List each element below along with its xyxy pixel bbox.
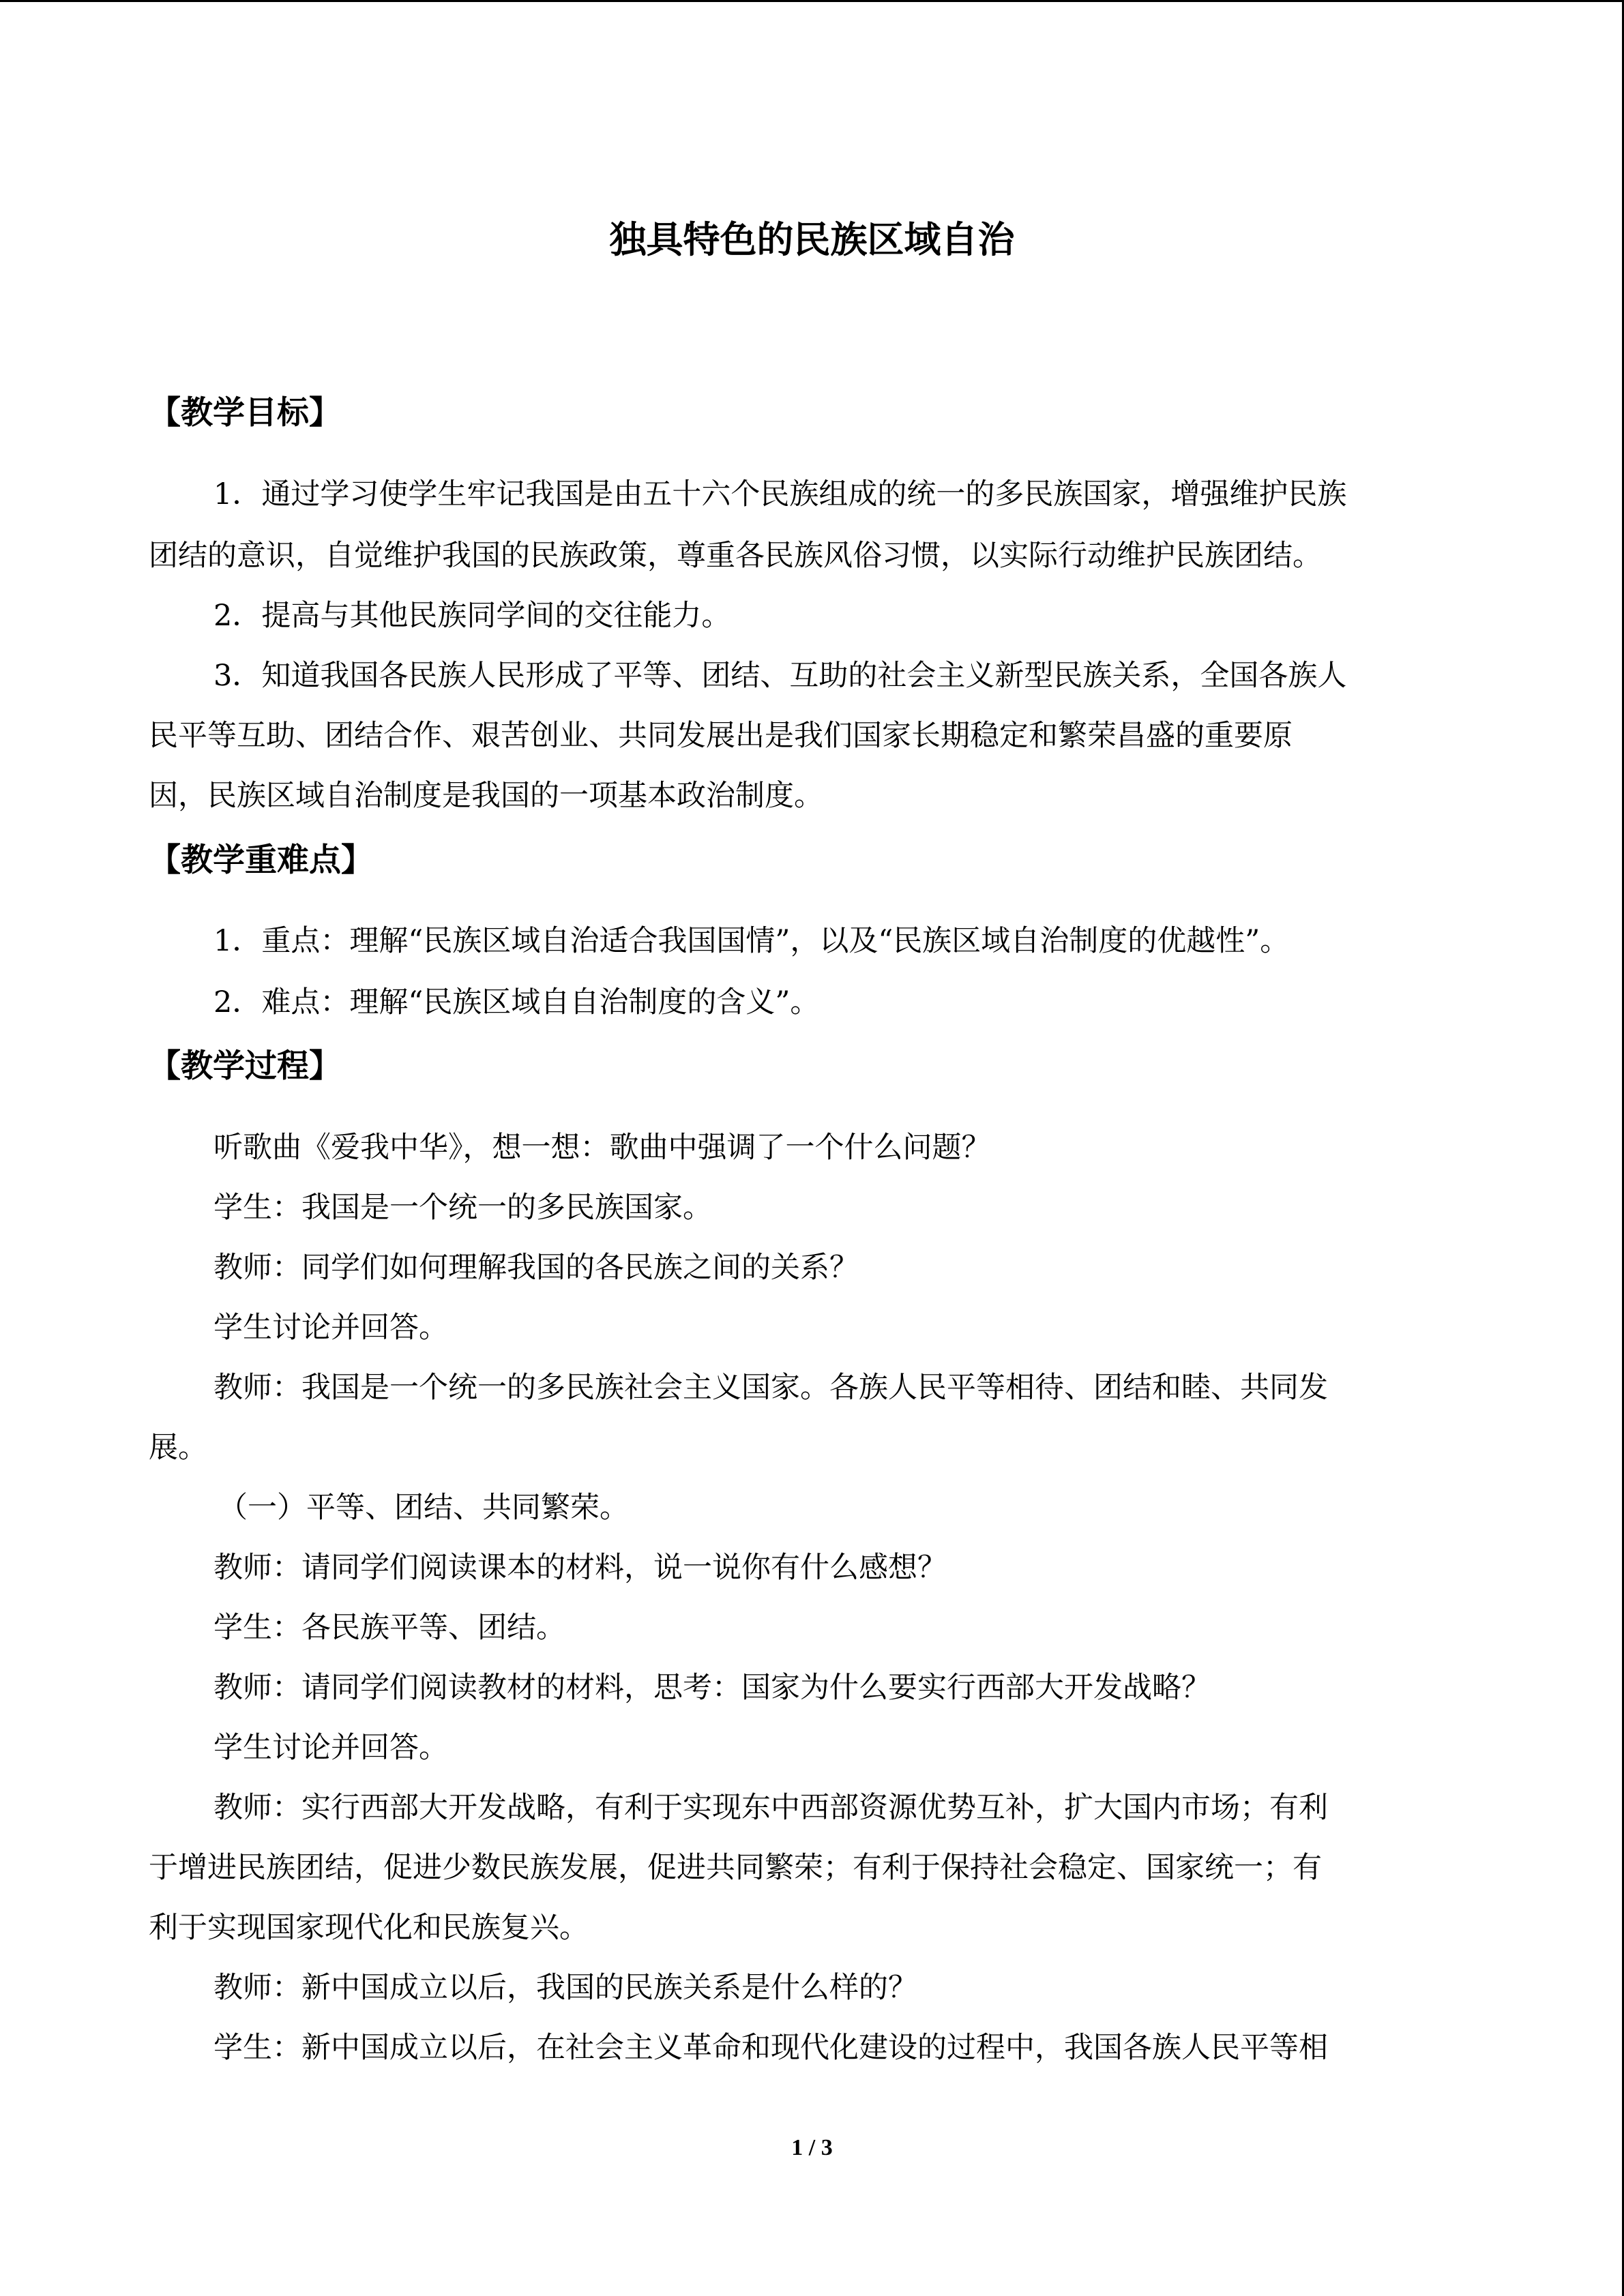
process-line: 教师：我国是一个统一的多民族社会主义国家。各族人民平等相待、团结和睦、共同发: [213, 1371, 1328, 1405]
process-subheading: （一）平等、团结、共同繁荣。: [218, 1491, 629, 1525]
page-number: 1 / 3: [791, 2135, 833, 2160]
process-line: 教师：请同学们阅读教材的材料，思考：国家为什么要实行西部大开发战略？: [213, 1671, 1211, 1705]
page-top-border: [0, 0, 1624, 2]
process-line: 利于实现国家现代化和民族复兴。: [149, 1911, 589, 1945]
heading-objectives: 【教学目标】: [149, 394, 341, 432]
process-line: 教师：实行西部大开发战略，有利于实现东中西部资源优势互补，扩大国内市场；有利: [213, 1791, 1328, 1825]
document-title: 独具特色的民族区域自治: [609, 218, 1015, 261]
process-line: 听歌曲《爱我中华》，想一想：歌曲中强调了一个什么问题？: [213, 1131, 991, 1165]
heading-process: 【教学过程】: [149, 1047, 341, 1085]
process-line: 学生：我国是一个统一的多民族国家。: [213, 1191, 712, 1225]
process-line: 教师：新中国成立以后，我国的民族关系是什么样的？: [213, 1971, 917, 2005]
heading-key-points: 【教学重难点】: [149, 841, 373, 879]
objectives-line: 1．通过学习使学生牢记我国是由五十六个民族组成的统一的多民族国家，增强维护民族: [213, 477, 1347, 511]
process-line: 学生：新中国成立以后，在社会主义革命和现代化建设的过程中，我国各族人民平等相: [213, 2031, 1328, 2065]
key-points-line: 1．重点：理解“民族区域自治适合我国国情”，以及“民族区域自治制度的优越性”。: [213, 924, 1290, 958]
process-line: 于增进民族团结，促进少数民族发展，促进共同繁荣；有利于保持社会稳定、国家统一；有: [149, 1851, 1322, 1885]
objectives-line: 因，民族区域自治制度是我国的一项基本政治制度。: [149, 779, 823, 813]
process-line: 教师：请同学们阅读课本的材料，说一说你有什么感想？: [213, 1551, 947, 1585]
objectives-line: 团结的意识，自觉维护我国的民族政策，尊重各民族风俗习惯，以实际行动维护民族团结。: [149, 539, 1322, 573]
key-points-line: 2．难点：理解“民族区域自自治制度的含义”。: [213, 985, 820, 1019]
process-line: 学生：各民族平等、团结。: [213, 1611, 565, 1645]
process-line: 学生讨论并回答。: [213, 1731, 448, 1765]
objectives-line: 3．知道我国各民族人民形成了平等、团结、互助的社会主义新型民族关系，全国各族人: [213, 659, 1347, 693]
process-line: 学生讨论并回答。: [213, 1311, 448, 1345]
objectives-line: 民平等互助、团结合作、艰苦创业、共同发展出是我们国家长期稳定和繁荣昌盛的重要原: [149, 719, 1293, 753]
objectives-line: 2．提高与其他民族同学间的交往能力。: [213, 599, 731, 633]
process-line: 教师：同学们如何理解我国的各民族之间的关系？: [213, 1251, 859, 1285]
process-line: 展。: [149, 1431, 207, 1465]
